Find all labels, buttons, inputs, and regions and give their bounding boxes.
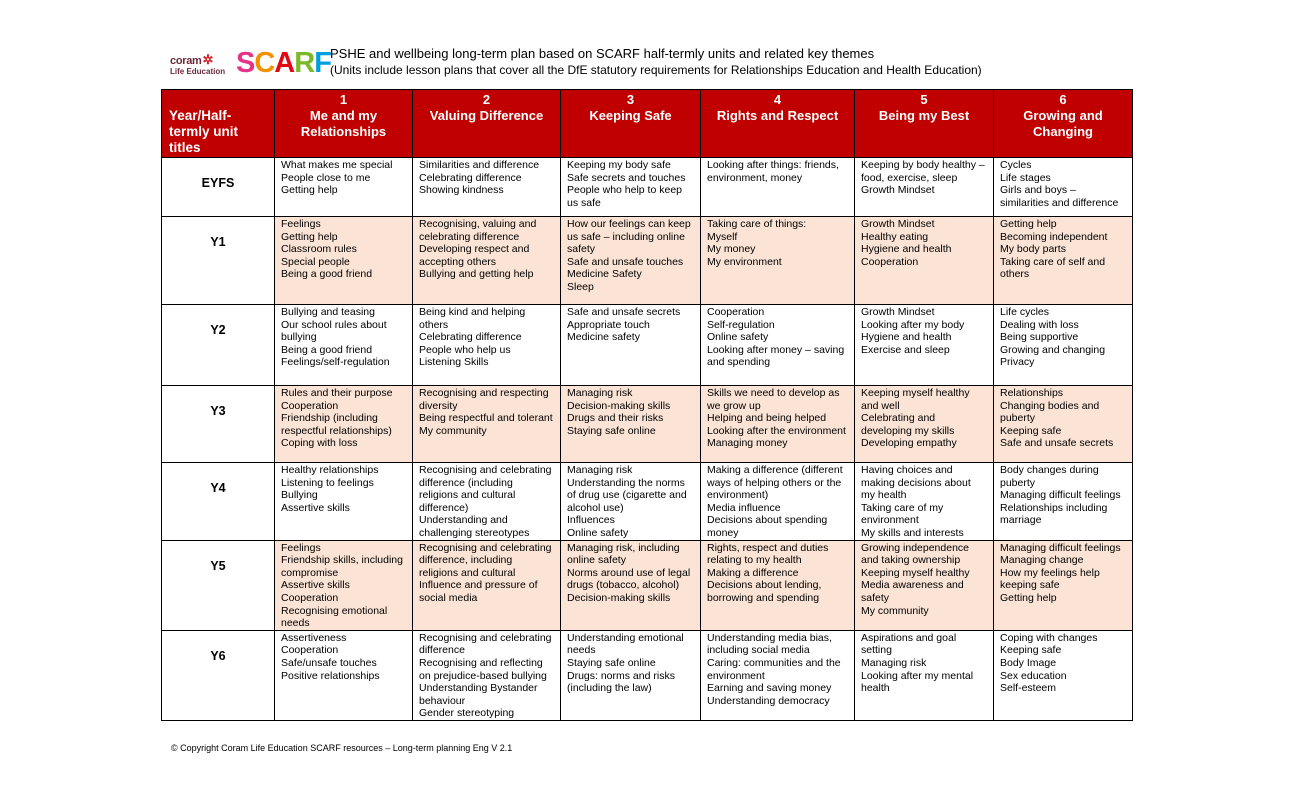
table-row [162, 630, 1133, 720]
theme-item: Being a good friend [281, 343, 373, 356]
theme-item: Hygiene and health [861, 243, 952, 256]
theme-item: Gender stereotyping [419, 707, 515, 720]
theme-item: Managing risk, including online safety [567, 541, 680, 567]
theme-item: Medicine safety [567, 331, 640, 344]
theme-item: Drugs: norms and risks (including the law) [567, 669, 675, 695]
theme-item: Recognising, valuing and celebrating difference [419, 218, 537, 243]
theme-item: Decisions about spending money [707, 514, 828, 539]
theme-cell [561, 463, 701, 541]
theme-item: Drugs and their risks [567, 412, 664, 425]
theme-item: Becoming independent [1000, 230, 1108, 243]
theme-item: Relationships [1000, 387, 1064, 399]
theme-item: Making a difference (different ways of helping others or the environment) [707, 464, 843, 502]
theme-item: Feelings [281, 541, 321, 554]
year-label: EYFS [162, 158, 275, 217]
theme-item: Assertive skills [281, 501, 350, 514]
unit-header: 3 Keeping Safe [561, 90, 701, 158]
theme-item: Staying safe online [567, 656, 656, 669]
theme-item: Body changes during puberty [1000, 464, 1099, 489]
theme-item: Staying safe online [567, 424, 656, 437]
theme-item: Positive relationships [281, 669, 380, 682]
theme-item: Safe secrets and touches [567, 171, 686, 184]
theme-cell [275, 217, 413, 305]
theme-item: My environment [707, 255, 782, 268]
theme-cell [855, 630, 994, 720]
theme-cell [275, 158, 413, 217]
theme-item: My community [861, 604, 929, 617]
year-label: Y2 [162, 305, 275, 386]
theme-item: Understanding and challenging stereotypes [419, 514, 530, 539]
theme-cell [275, 305, 413, 386]
theme-item: Healthy eating [861, 230, 929, 243]
theme-item: Assertiveness [281, 631, 347, 644]
theme-item: Hygiene and health [861, 331, 952, 344]
theme-cell [855, 463, 994, 541]
theme-item: How our feelings can keep us safe – including online safety [567, 218, 691, 256]
theme-item: Listening Skills [419, 356, 489, 369]
theme-item: Understanding democracy [707, 694, 830, 707]
coram-logo-subtext: Life Education [170, 67, 226, 76]
theme-item: Looking after money – saving and spending [707, 343, 845, 369]
theme-cell [561, 386, 701, 463]
theme-item: Safe and unsafe secrets [1000, 437, 1114, 450]
theme-item: Being respectful and tolerant [419, 412, 553, 425]
theme-item: Online safety [707, 331, 769, 344]
theme-item: Managing difficult feelings [1000, 541, 1121, 554]
theme-item: Managing money [707, 437, 788, 450]
theme-item: Understanding Bystander behaviour [419, 682, 538, 707]
theme-cell [855, 158, 994, 217]
theme-item: Influence and pressure of social media [419, 579, 538, 604]
theme-item: Celebrating difference [419, 171, 522, 184]
theme-item: My community [419, 424, 487, 437]
theme-item: Cooperation [281, 399, 339, 412]
theme-item: Bullying [281, 489, 318, 502]
table-row [162, 217, 1133, 305]
theme-cell [413, 305, 561, 386]
copyright-footer: © Copyright Coram Life Education SCARF resources – Long-term planning Eng V 2.1 [171, 743, 513, 753]
year-label: Y5 [162, 540, 275, 630]
theme-item: Celebrating and developing my skills [861, 412, 955, 437]
theme-cell [413, 386, 561, 463]
theme-item: Media influence [707, 501, 781, 514]
theme-cell [275, 630, 413, 720]
theme-item: Managing difficult feelings [1000, 489, 1121, 502]
theme-item: Decision-making skills [567, 591, 671, 604]
theme-item: Recognising emotional needs [281, 604, 388, 630]
theme-item: Life cycles [1000, 306, 1050, 318]
scarf-logo: SCARF [236, 47, 331, 79]
theme-cell [561, 630, 701, 720]
theme-item: Friendship skills, including compromise [281, 554, 403, 579]
theme-cell [855, 305, 994, 386]
theme-cell [855, 386, 994, 463]
theme-cell [561, 158, 701, 217]
coram-star-icon: ✲ [202, 52, 214, 67]
table-row [162, 463, 1133, 541]
theme-item: Appropriate touch [567, 318, 650, 331]
theme-item: Feelings [281, 218, 321, 230]
year-label: Y1 [162, 217, 275, 305]
theme-item: Getting help [281, 230, 338, 243]
theme-item: Showing kindness [419, 184, 504, 197]
theme-item: Privacy [1000, 356, 1035, 369]
theme-item: Coping with loss [281, 437, 358, 450]
theme-item: Keeping myself healthy [861, 566, 970, 579]
year-label: Y3 [162, 386, 275, 463]
theme-item: Having choices and making decisions about my health [861, 464, 971, 502]
theme-item: Similarities and difference [419, 159, 540, 171]
theme-cell [275, 540, 413, 630]
theme-item: Looking after the environment [707, 424, 846, 437]
theme-item: Understanding emotional needs [567, 631, 684, 657]
theme-item: Getting help [281, 184, 338, 197]
theme-cell [701, 540, 855, 630]
theme-item: Keeping my body safe [567, 159, 671, 171]
theme-cell [275, 463, 413, 541]
theme-item: Assertive skills [281, 579, 350, 592]
unit-header: 2 Valuing Difference [413, 90, 561, 158]
theme-item: Taking care of my environment [861, 501, 944, 527]
table-row [162, 386, 1133, 463]
theme-item: Keeping by body healthy – food, exercise, sleep [861, 159, 985, 184]
theme-item: Decision-making skills [567, 399, 671, 412]
theme-item: Self-regulation [707, 318, 775, 331]
theme-item: Recognising and reflecting on prejudice-based bullying [419, 656, 547, 682]
theme-item: Being a good friend [281, 268, 373, 281]
theme-item: Managing change [1000, 554, 1084, 567]
theme-cell [994, 158, 1133, 217]
theme-item: Making a difference [707, 566, 799, 579]
theme-item: Relationships including marriage [1000, 501, 1108, 527]
theme-item: Exercise and sleep [861, 343, 950, 356]
theme-item: Feelings/self-regulation [281, 356, 390, 369]
theme-item: Our school rules about bullying [281, 318, 387, 344]
unit-header: 5 Being my Best [855, 90, 994, 158]
theme-item: How my feelings help keeping safe [1000, 566, 1100, 592]
coram-scarf-logo [170, 47, 331, 82]
coram-logo-text: coram✲ [170, 52, 214, 67]
theme-item: Girls and boys – similarities and difference [1000, 184, 1119, 209]
theme-item: Aspirations and goal setting [861, 631, 957, 657]
theme-item: Looking after things: friends, environment, money [707, 159, 839, 184]
theme-cell [994, 630, 1133, 720]
theme-item: Being kind and helping others [419, 306, 526, 331]
theme-item: Growth Mindset [861, 218, 935, 230]
theme-cell [855, 217, 994, 305]
theme-cell [413, 158, 561, 217]
unit-header: 6 Growing and Changing [994, 90, 1133, 158]
page-title: PSHE and wellbeing long-term plan based on SCARF half-termly units and related key themes [330, 46, 875, 61]
year-label: Y6 [162, 630, 275, 720]
theme-item: Recognising and celebrating difference, including religions and cultural [419, 541, 552, 579]
theme-item: Sleep [567, 280, 594, 293]
theme-item: Body Image [1000, 656, 1057, 669]
theme-item: Norms around use of legal drugs (tobacco, alcohol) [567, 566, 691, 592]
theme-item: Managing risk [567, 387, 633, 399]
table-row [162, 158, 1133, 217]
unit-header: 4 Rights and Respect [701, 90, 855, 158]
theme-item: My money [707, 243, 756, 256]
theme-cell [994, 463, 1133, 541]
year-unit-header: Year/Half-termly unit titles [162, 90, 275, 158]
theme-cell [561, 305, 701, 386]
theme-item: Getting help [1000, 218, 1057, 230]
theme-item: Growth Mindset [861, 184, 935, 197]
theme-item: Rules and their purpose [281, 387, 393, 399]
theme-item: Keeping safe [1000, 644, 1062, 657]
theme-item: Earning and saving money [707, 682, 832, 695]
theme-item: Growing independence and taking ownership [861, 541, 969, 567]
theme-item: Dealing with loss [1000, 318, 1079, 331]
theme-cell [701, 158, 855, 217]
theme-cell [855, 540, 994, 630]
theme-item: Coping with changes [1000, 631, 1098, 644]
table-row [162, 540, 1133, 630]
theme-item: Managing risk [861, 656, 927, 669]
theme-item: Myself [707, 230, 738, 243]
theme-item: Cooperation [861, 255, 919, 268]
theme-item: Caring: communities and the environment [707, 656, 841, 682]
theme-item: Understanding the norms of drug use (cigarette and alcohol use) [567, 476, 687, 514]
theme-item: Listening to feelings [281, 476, 374, 489]
theme-item: Celebrating difference [419, 331, 522, 344]
theme-item: Understanding media bias, including social media [707, 631, 832, 657]
theme-item: Looking after my body [861, 318, 965, 331]
table-row [162, 305, 1133, 386]
theme-item: What makes me special [281, 159, 393, 171]
theme-cell [994, 386, 1133, 463]
theme-item: Being supportive [1000, 331, 1079, 344]
theme-item: Taking care of self and others [1000, 255, 1106, 281]
theme-item: My skills and interests [861, 526, 964, 539]
theme-item: People close to me [281, 171, 371, 184]
theme-item: Sex education [1000, 669, 1067, 682]
theme-item: Cooperation [281, 644, 339, 657]
theme-cell [994, 540, 1133, 630]
theme-cell [413, 630, 561, 720]
theme-item: Healthy relationships [281, 464, 379, 476]
theme-item: Getting help [1000, 591, 1057, 604]
theme-cell [701, 305, 855, 386]
theme-item: Special people [281, 255, 350, 268]
theme-item: Safe and unsafe secrets [567, 306, 681, 318]
theme-cell [994, 305, 1133, 386]
theme-item: Life stages [1000, 171, 1051, 184]
theme-item: Skills we need to develop as we grow up [707, 387, 840, 412]
theme-item: Recognising and celebrating difference (including religions and cultural difference) [419, 464, 552, 514]
theme-item: Cycles [1000, 159, 1032, 171]
theme-item: Self-esteem [1000, 682, 1057, 695]
unit-header: 1 Me and my Relationships [275, 90, 413, 158]
theme-cell [701, 463, 855, 541]
theme-cell [275, 386, 413, 463]
theme-item: Influences [567, 514, 615, 527]
theme-cell [701, 386, 855, 463]
theme-item: Keeping myself healthy and well [861, 387, 970, 412]
theme-item: Safe/unsafe touches [281, 656, 377, 669]
theme-item: Rights, respect and duties relating to my health [707, 541, 829, 567]
long-term-plan-table [161, 89, 1133, 721]
theme-item: Bullying and teasing [281, 306, 375, 318]
theme-cell [561, 217, 701, 305]
theme-item: Growth Mindset [861, 306, 935, 318]
theme-item: Developing empathy [861, 437, 957, 450]
theme-item: Managing risk [567, 464, 633, 476]
theme-cell [413, 540, 561, 630]
theme-item: People who help to keep us safe [567, 184, 683, 209]
theme-item: Cooperation [281, 591, 339, 604]
theme-item: Online safety [567, 526, 629, 539]
theme-cell [994, 217, 1133, 305]
theme-cell [413, 217, 561, 305]
theme-item: Recognising and celebrating difference [419, 631, 552, 657]
page-subtitle: (Units include lesson plans that cover all the DfE statutory requirements for Relationships Education and Health Education) [330, 63, 982, 77]
table-body [162, 158, 1133, 721]
theme-item: Safe and unsafe touches [567, 255, 684, 268]
theme-item: Media awareness and safety [861, 579, 964, 604]
theme-item: Bullying and getting help [419, 268, 534, 281]
theme-item: Growing and changing [1000, 343, 1106, 356]
theme-item: Friendship (including respectful relationships) [281, 412, 392, 437]
theme-item: Recognising and respecting diversity [419, 387, 549, 412]
theme-item: Cooperation [707, 306, 765, 318]
table-header-row [162, 90, 1133, 158]
theme-item: Changing bodies and puberty [1000, 399, 1100, 425]
theme-item: Helping and being helped [707, 412, 827, 425]
theme-cell [413, 463, 561, 541]
year-label: Y4 [162, 463, 275, 541]
theme-item: Keeping safe [1000, 424, 1062, 437]
theme-item: My body parts [1000, 243, 1066, 256]
theme-cell [561, 540, 701, 630]
theme-item: Decisions about lending, borrowing and spending [707, 579, 822, 604]
theme-cell [701, 217, 855, 305]
theme-item: People who help us [419, 343, 511, 356]
theme-cell [701, 630, 855, 720]
theme-item: Developing respect and accepting others [419, 243, 530, 268]
theme-item: Classroom rules [281, 243, 357, 256]
theme-item: Medicine Safety [567, 268, 642, 281]
theme-item: Taking care of things: [707, 218, 807, 230]
theme-item: Looking after my mental health [861, 669, 974, 695]
